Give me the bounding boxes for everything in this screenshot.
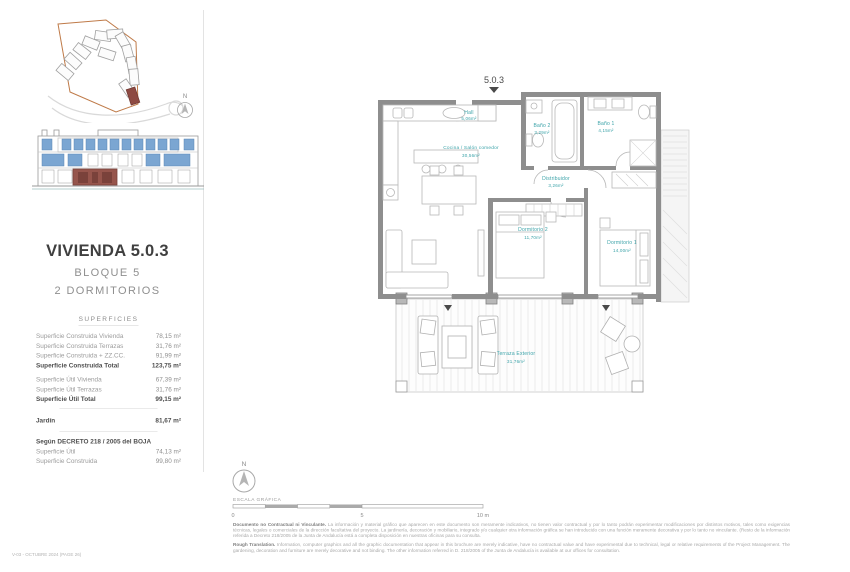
superficie-label: Superficie Construida Vivienda xyxy=(36,332,124,340)
superficie-label: Según DECRETO 218 / 2005 del BOJA xyxy=(36,437,152,445)
table-divider xyxy=(60,432,158,433)
superficie-value: 78,15 m² xyxy=(155,332,181,340)
superficie-row xyxy=(36,351,181,361)
living-furniture xyxy=(386,166,484,288)
superficie-label: Superficie Construida xyxy=(36,457,98,465)
scale-caption: ESCALA GRÁFICA xyxy=(233,498,282,503)
room-area-distribuidor: 3,26m² xyxy=(548,183,564,188)
superficie-value: 31,76 m² xyxy=(155,385,181,393)
site-roads xyxy=(48,96,183,123)
svg-text:N: N xyxy=(182,94,188,100)
site-plan xyxy=(28,8,208,123)
scale-tick-0: 0 xyxy=(231,513,235,519)
room-label-bano2: Baño 2 xyxy=(533,123,551,129)
superficie-label: Superficie Construida Terrazas xyxy=(36,341,124,350)
elevation-drawing xyxy=(28,126,208,201)
superficies-table xyxy=(36,315,182,475)
table-divider xyxy=(60,408,158,409)
superficie-row xyxy=(36,437,181,447)
elevation-highlighted-unit xyxy=(73,169,117,185)
superficie-row xyxy=(36,341,181,351)
room-area-dormitorio2: 11,70m² xyxy=(524,235,542,240)
superficie-value: 99,15 m² xyxy=(155,395,181,403)
bedrooms-subtitle: 2 DORMITORIOS xyxy=(54,285,161,297)
superficie-row xyxy=(36,384,181,394)
page-footer xyxy=(12,552,150,562)
bedroom1-furniture xyxy=(600,172,656,286)
disclaimer-en: Rough Translation. Information, computer graphics and all the graphic documentation that appear in this brochure are merely indicative, have no contractual value and have experimental due to technical, legal or relative requirements of the Project Management. The gardening, decoration and furniture are merely decorative and not binding. The other information referred in D. 218/2005 of the Junta de Andalucía is available at our offices for consultation. xyxy=(233,542,790,553)
room-label-bano1: Baño 1 xyxy=(597,121,615,127)
room-area-bano1: 4,15m² xyxy=(598,128,614,133)
room-label-distribuidor: Distribuidor xyxy=(542,176,570,182)
room-label-terraza: Terraza Exterior xyxy=(496,351,536,357)
superficie-value: 81,67 m² xyxy=(155,416,181,424)
superficie-label: Superficie Construida Total xyxy=(36,361,120,369)
scale-segments xyxy=(233,505,483,509)
bedroom2-furniture xyxy=(496,204,582,278)
room-label-cocina: Cocina / Salón comedor xyxy=(443,146,499,151)
disclaimer-es: Documento no Contractual ni Vinculante. La información y material gráfico que aparecen en este documento son meramente indicativos, no tienen valor contractual y por lo tanto podrán experimentar modificaciones por distintos motivos, tales como exigencias técnicas, legales o comerciales de la dirección facultativa del proyecto. La jardinería, decoración y mobiliario, integrado y/o cualquier otra información gráfica se han introducido con una función meramente decorativa y por lo tanto no vinculante. (Resto de la información referida a Decreto 218/2005 de la Junta de Andalucía está a completa disposición en nuestras oficinas para su consulta. xyxy=(233,522,790,539)
superficie-value: 67,39 m² xyxy=(155,375,181,383)
block-subtitle: BLOQUE 5 xyxy=(74,267,141,279)
superficie-value: 91,99 m² xyxy=(155,351,181,359)
superficie-label: Superficie Útil Total xyxy=(36,395,96,403)
room-label-dormitorio2: Dormitorio 2 xyxy=(518,227,548,233)
superficie-row xyxy=(36,360,181,370)
superficie-row xyxy=(36,446,181,456)
superficie-row xyxy=(36,456,181,466)
floor-plan xyxy=(366,70,701,422)
title-block xyxy=(25,242,190,297)
common-area xyxy=(661,130,689,302)
superficie-row xyxy=(36,331,181,341)
room-label-dormitorio1: Dormitorio 1 xyxy=(607,240,637,246)
superficie-row xyxy=(36,413,181,427)
version-label: V-03 - OCTUBRE 2024 (PAGE 26) xyxy=(12,552,82,557)
windows xyxy=(406,295,638,298)
room-area-cocina: 30,56m² xyxy=(462,153,480,158)
scale-tick-5: 5 xyxy=(360,513,364,519)
page-title: VIVIENDA 5.0.3 xyxy=(46,242,169,260)
room-area-terraza: 31,76m² xyxy=(507,359,525,364)
superficie-label: Superficie Útil Terrazas xyxy=(36,385,102,393)
north-arrow-icon xyxy=(233,461,255,492)
room-label-hall: Hall xyxy=(464,110,474,116)
unit-label: 5.0.3 xyxy=(483,75,505,85)
superficie-value: 74,13 m² xyxy=(155,447,181,455)
superficie-row xyxy=(36,375,181,385)
site-buildings xyxy=(56,29,139,97)
scale-tick-10: 10 m xyxy=(476,513,490,519)
superficie-label: Superficie Construida + ZZ.CC. xyxy=(36,351,126,359)
disclaimer-en-lead: Rough Translation. xyxy=(233,542,276,548)
disclaimer-es-lead: Documento no Contractual ni Vinculante. xyxy=(233,522,327,527)
superficie-label: Superficie Útil xyxy=(36,447,76,455)
room-area-dormitorio1: 14,00m² xyxy=(613,248,631,253)
superficie-value: 99,80 m² xyxy=(155,457,181,465)
scale-bar xyxy=(228,456,498,520)
superficie-label: Superficie Útil Vivienda xyxy=(36,375,102,383)
disclaimer xyxy=(233,522,793,562)
superficie-row xyxy=(36,394,181,404)
room-area-hall: 5,06m² xyxy=(461,116,477,121)
superficie-value: 31,76 m² xyxy=(155,341,181,350)
superficie-value: 123,75 m² xyxy=(151,361,181,369)
svg-text:N: N xyxy=(241,461,247,468)
unit-pointer-icon xyxy=(489,87,499,93)
superficie-label: Jardín xyxy=(36,416,56,424)
room-area-bano2: 3,29m² xyxy=(534,130,550,135)
superficies-heading: SUPERFICIES xyxy=(79,315,139,326)
